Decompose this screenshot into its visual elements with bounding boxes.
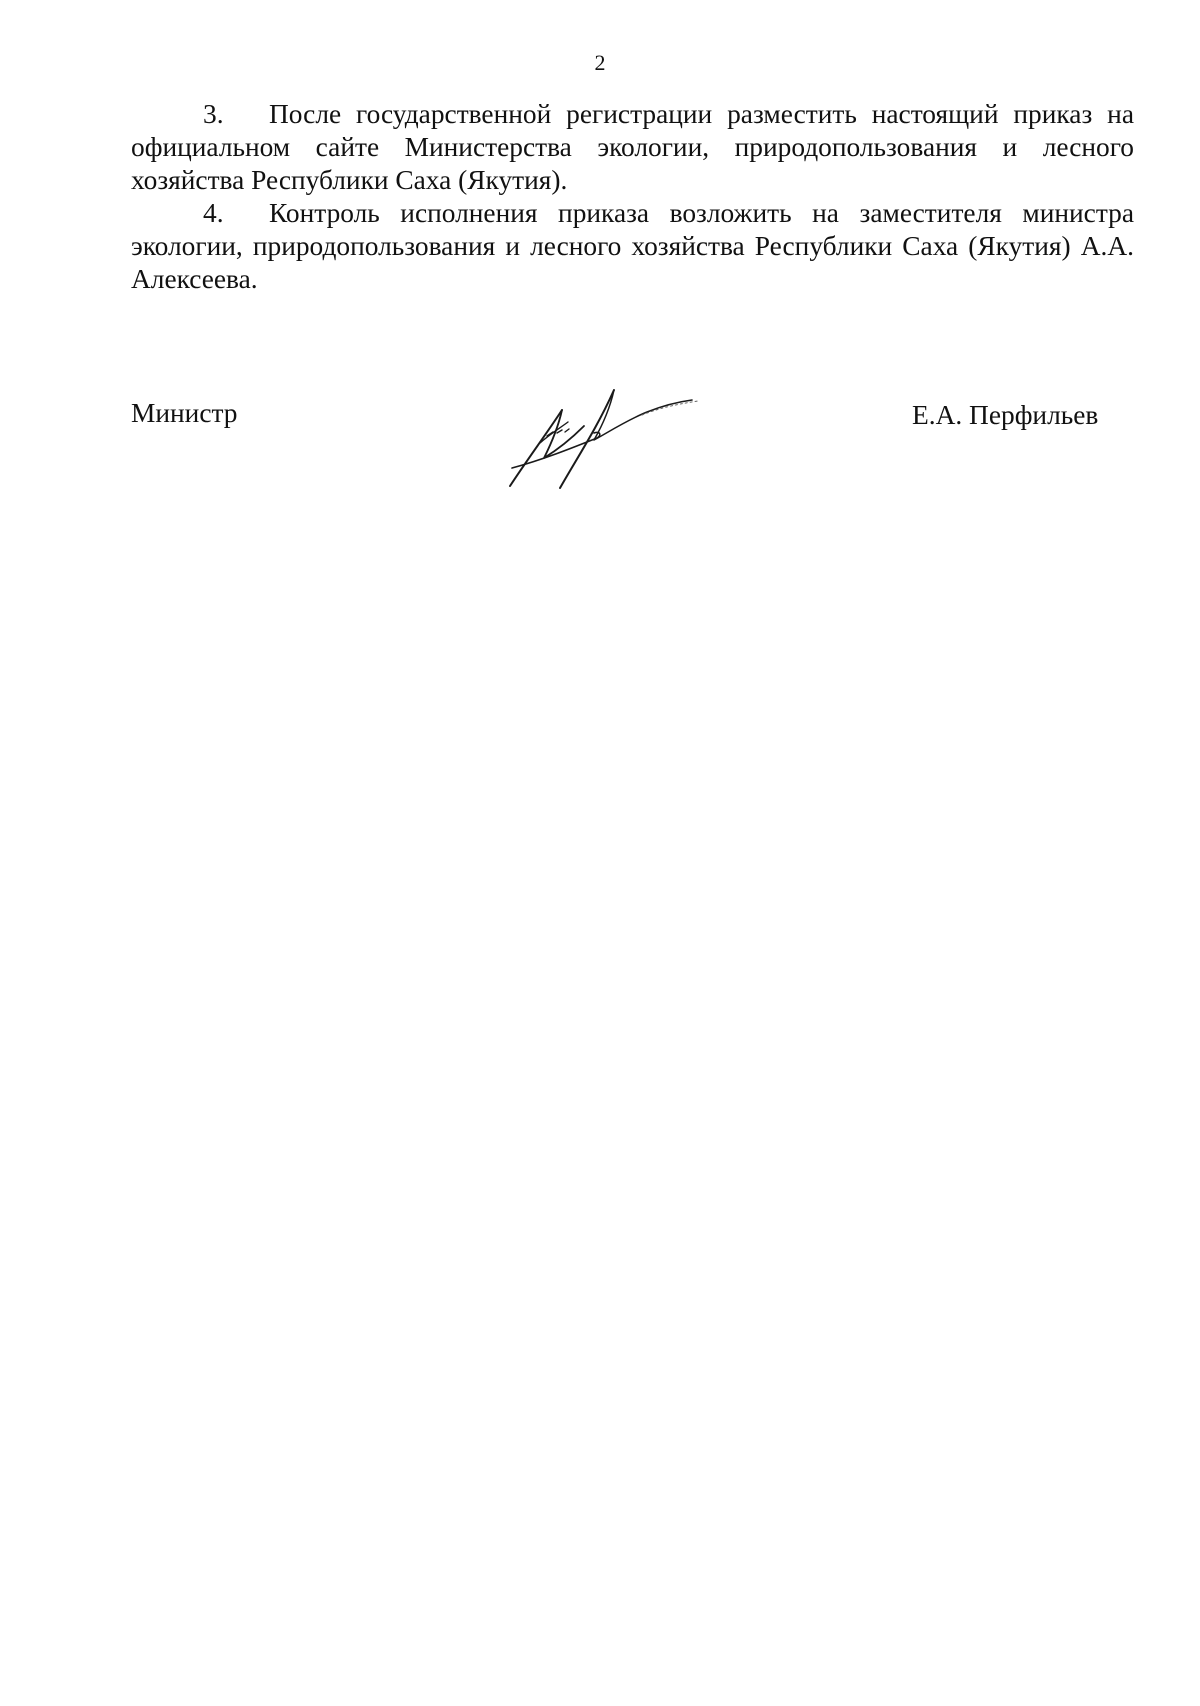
paragraph-text: После государственной регистрации разместить настоящий приказ на официальном сайте Министерства экологии, природопользования и лесного хозяйства Республики Саха (Якутия).	[131, 99, 1134, 195]
signer-position: Министр	[131, 398, 238, 428]
paragraph-3	[131, 98, 1134, 197]
handwritten-signature	[502, 388, 702, 490]
paragraph-text: Контроль исполнения приказа возложить на заместителя министра экологии, природопользования и лесного хозяйства Республики Саха (Якутия) А.А. Алексеева.	[131, 198, 1134, 294]
paragraph-number: 3.	[203, 99, 224, 129]
signer-name: Е.А. Перфильев	[912, 400, 1099, 430]
page-number: 2	[594, 50, 606, 75]
paragraph-4	[131, 197, 1134, 296]
paragraph-number: 4.	[203, 198, 224, 228]
document-body	[131, 98, 1134, 296]
